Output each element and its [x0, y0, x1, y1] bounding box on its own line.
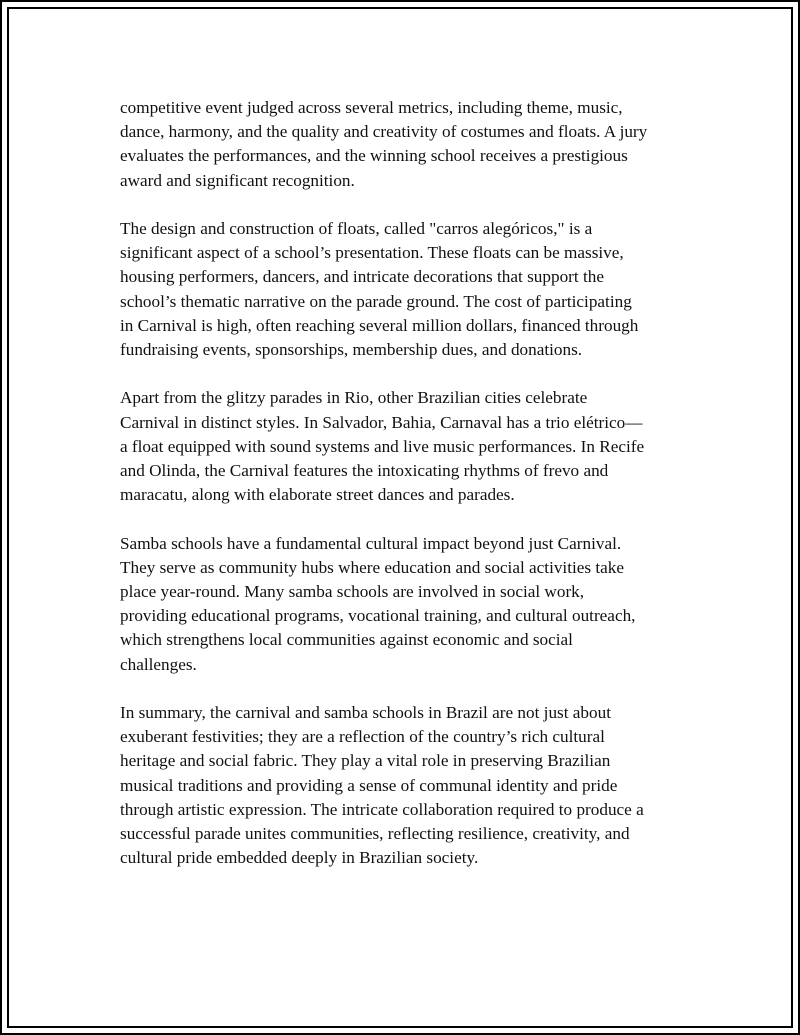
document-body — [120, 96, 690, 895]
text-line: heritage and social fabric. They play a vital role in preserving Brazilian — [120, 751, 611, 771]
paragraph-3 — [120, 386, 690, 507]
text-line: maracatu, along with elaborate street dances and parades. — [120, 485, 515, 505]
text-line: Apart from the glitzy parades in Rio, other Brazilian cities celebrate — [120, 388, 588, 408]
paragraph-2 — [120, 217, 690, 362]
paragraph-4 — [120, 532, 690, 677]
text-line: Carnival in distinct styles. In Salvador, Bahia, Carnaval has a trio elétrico— — [120, 412, 643, 432]
text-line: and Olinda, the Carnival features the intoxicating rhythms of frevo and — [120, 461, 609, 481]
text-line: In summary, the carnival and samba schools in Brazil are not just about — [120, 703, 611, 723]
text-line: They serve as community hubs where education and social activities take — [120, 557, 625, 577]
text-line: The design and construction of floats, called "carros alegóricos," is a — [120, 219, 593, 238]
text-line: a float equipped with sound systems and live music performances. In Recife — [120, 436, 645, 456]
text-line: dance, harmony, and the quality and creativity of costumes and floats. A jury — [120, 122, 648, 142]
text-line: musical traditions and providing a sense of communal identity and pride — [120, 775, 618, 795]
text-line: award and significant recognition. — [120, 170, 355, 190]
text-line: challenges. — [120, 654, 197, 674]
text-line: competitive event judged across several metrics, including theme, music, — [120, 98, 623, 117]
text-line: school’s thematic narrative on the parade ground. The cost of participating — [120, 291, 632, 311]
text-line: through artistic expression. The intricate collaboration required to produce a — [120, 799, 644, 819]
text-line: fundraising events, sponsorships, membership dues, and donations. — [120, 340, 583, 360]
paragraph-1 — [120, 96, 690, 193]
text-line: successful parade unites communities, reflecting resilience, creativity, and — [120, 824, 630, 844]
text-line: significant aspect of a school’s presentation. These floats can be massive, — [120, 243, 624, 263]
text-line: Samba schools have a fundamental cultural impact beyond just Carnival. — [120, 533, 622, 553]
text-line: which strengthens local communities against economic and social — [120, 630, 573, 650]
paragraph-5 — [120, 701, 690, 870]
text-line: cultural pride embedded deeply in Brazilian society. — [120, 848, 479, 868]
text-line: in Carnival is high, often reaching several million dollars, financed through — [120, 315, 639, 335]
text-line: evaluates the performances, and the winning school receives a prestigious — [120, 146, 628, 166]
text-line: exuberant festivities; they are a reflection of the country’s rich cultural — [120, 727, 605, 747]
text-line: place year-round. Many samba schools are involved in social work, — [120, 582, 585, 602]
text-line: providing educational programs, vocational training, and cultural outreach, — [120, 606, 636, 626]
text-line: housing performers, dancers, and intricate decorations that support the — [120, 267, 604, 287]
